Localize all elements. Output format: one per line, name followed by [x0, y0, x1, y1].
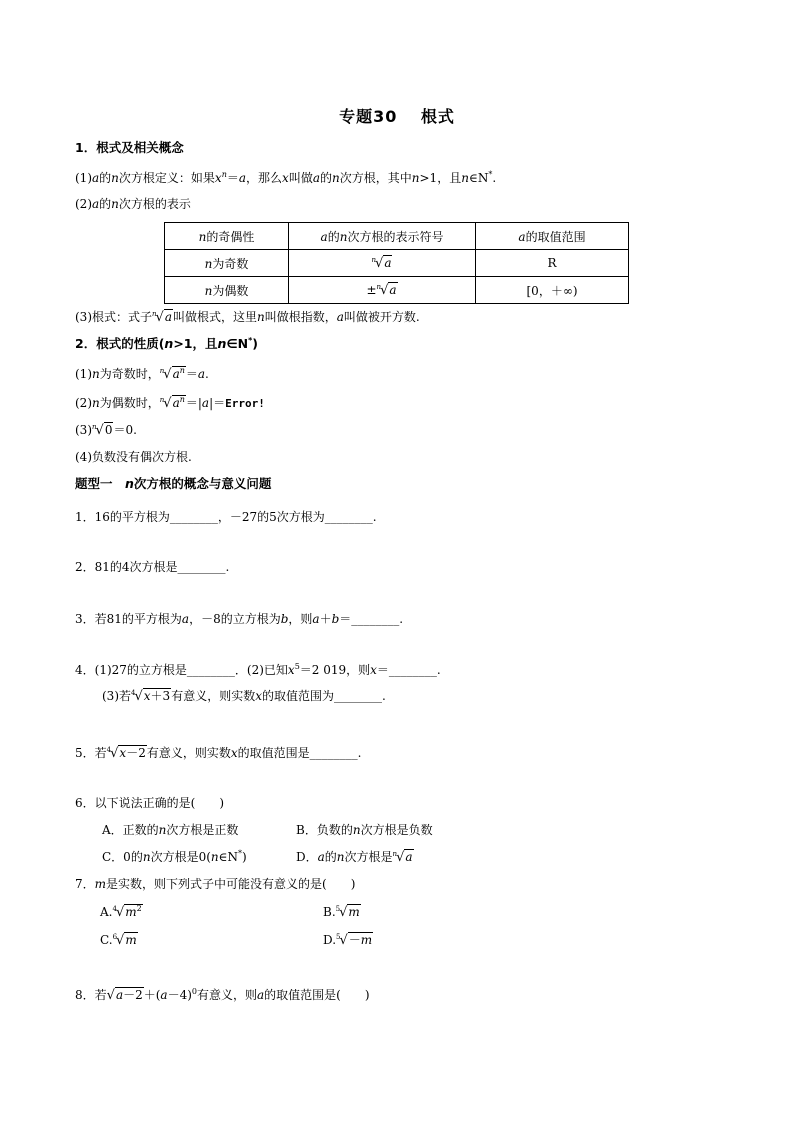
- table-cell-odd-symbol: $^n$√a: [289, 250, 476, 277]
- question-3: 3．若81的平方根为a，－8的立方根为b，则a＋b＝________.: [75, 612, 404, 626]
- table-cell-odd: n为奇数: [165, 250, 289, 277]
- type1-heading: 题型一 n次方根的概念与意义问题: [75, 476, 272, 491]
- radical-definition: (3)根式：式子$^n$√a叫做根式，这里n叫做根指数，a叫做被开方数.: [75, 310, 420, 325]
- section2-heading: 2．根式的性质(n>1，且n∈N*): [75, 336, 258, 351]
- table-cell-even-symbol: ±$^n$√a: [289, 277, 476, 304]
- question-7-option-a: $A.^4√m^2$: [100, 904, 142, 920]
- table-header-symbol: a的n次方根的表示符号: [289, 223, 476, 250]
- section1-heading: 1．根式及相关概念: [75, 140, 184, 155]
- table-row: [165, 250, 629, 277]
- question-6-option-d: D．a的n次方根是$^n$√a: [296, 850, 413, 865]
- question-6-option-b: B．负数的n次方根是负数: [296, 823, 433, 837]
- page-title: 专题30 根式: [339, 107, 455, 126]
- property-even: (2)n为偶数时，$^n√a^n=|a|=Error$!: [75, 395, 265, 411]
- table-header-row: [165, 223, 629, 250]
- table-row: [165, 277, 629, 304]
- table-cell-odd-range: R: [476, 250, 629, 277]
- property-zero: $(3)^n√0=0$.: [75, 423, 137, 438]
- property-odd: (1)n为奇数时，$^n√a^n=a$.: [75, 366, 209, 382]
- question-7: 7．m是实数，则下列式子中可能没有意义的是( ): [75, 877, 356, 891]
- question-8: 8．若$√a-2+(a-4)^0$有意义，则a的取值范围是( ): [75, 987, 370, 1003]
- question-7-option-c: C.$^6$√m: [100, 933, 137, 948]
- property-negative: (4)负数没有偶次方根.: [75, 450, 192, 464]
- question-5: 5．若$^4$√x－2有意义，则实数x的取值范围是________.: [75, 746, 362, 761]
- question-7-option-b: B.$^5$√m: [323, 905, 360, 920]
- table-cell-even: n为偶数: [165, 277, 289, 304]
- question-6-option-a: A．正数的n次方根是正数: [102, 823, 239, 837]
- nth-root-definition: (1)a的n次方根定义：如果$x^n=a$，那么x叫做a的n次方根，其中n>1，且n∈N*.: [75, 170, 497, 185]
- question-4-part-3: (3)若$^4$√x＋3有意义，则实数x的取值范围为________.: [102, 689, 386, 704]
- question-2: 2．81的4次方根是________.: [75, 560, 230, 574]
- table-cell-even-range: [0，＋∞): [476, 277, 629, 304]
- question-6: 6．以下说法正确的是( ): [75, 796, 224, 810]
- nth-root-representation: (2)a的n次方根的表示: [75, 197, 191, 211]
- question-4: 4．(1)27的立方根是________．(2)已知$x^5=2$ 019，则x＝________.: [75, 662, 441, 677]
- question-1: 1．16的平方根为________，－27的5次方根为________.: [75, 510, 377, 524]
- table-header-parity: n的奇偶性: [165, 223, 289, 250]
- question-7-option-d: D.$^5$√－m: [323, 933, 373, 948]
- root-notation-table: [164, 222, 629, 304]
- question-6-option-c: C．0的n次方根是0(n∈N*): [102, 849, 247, 864]
- table-header-range: a的取值范围: [476, 223, 629, 250]
